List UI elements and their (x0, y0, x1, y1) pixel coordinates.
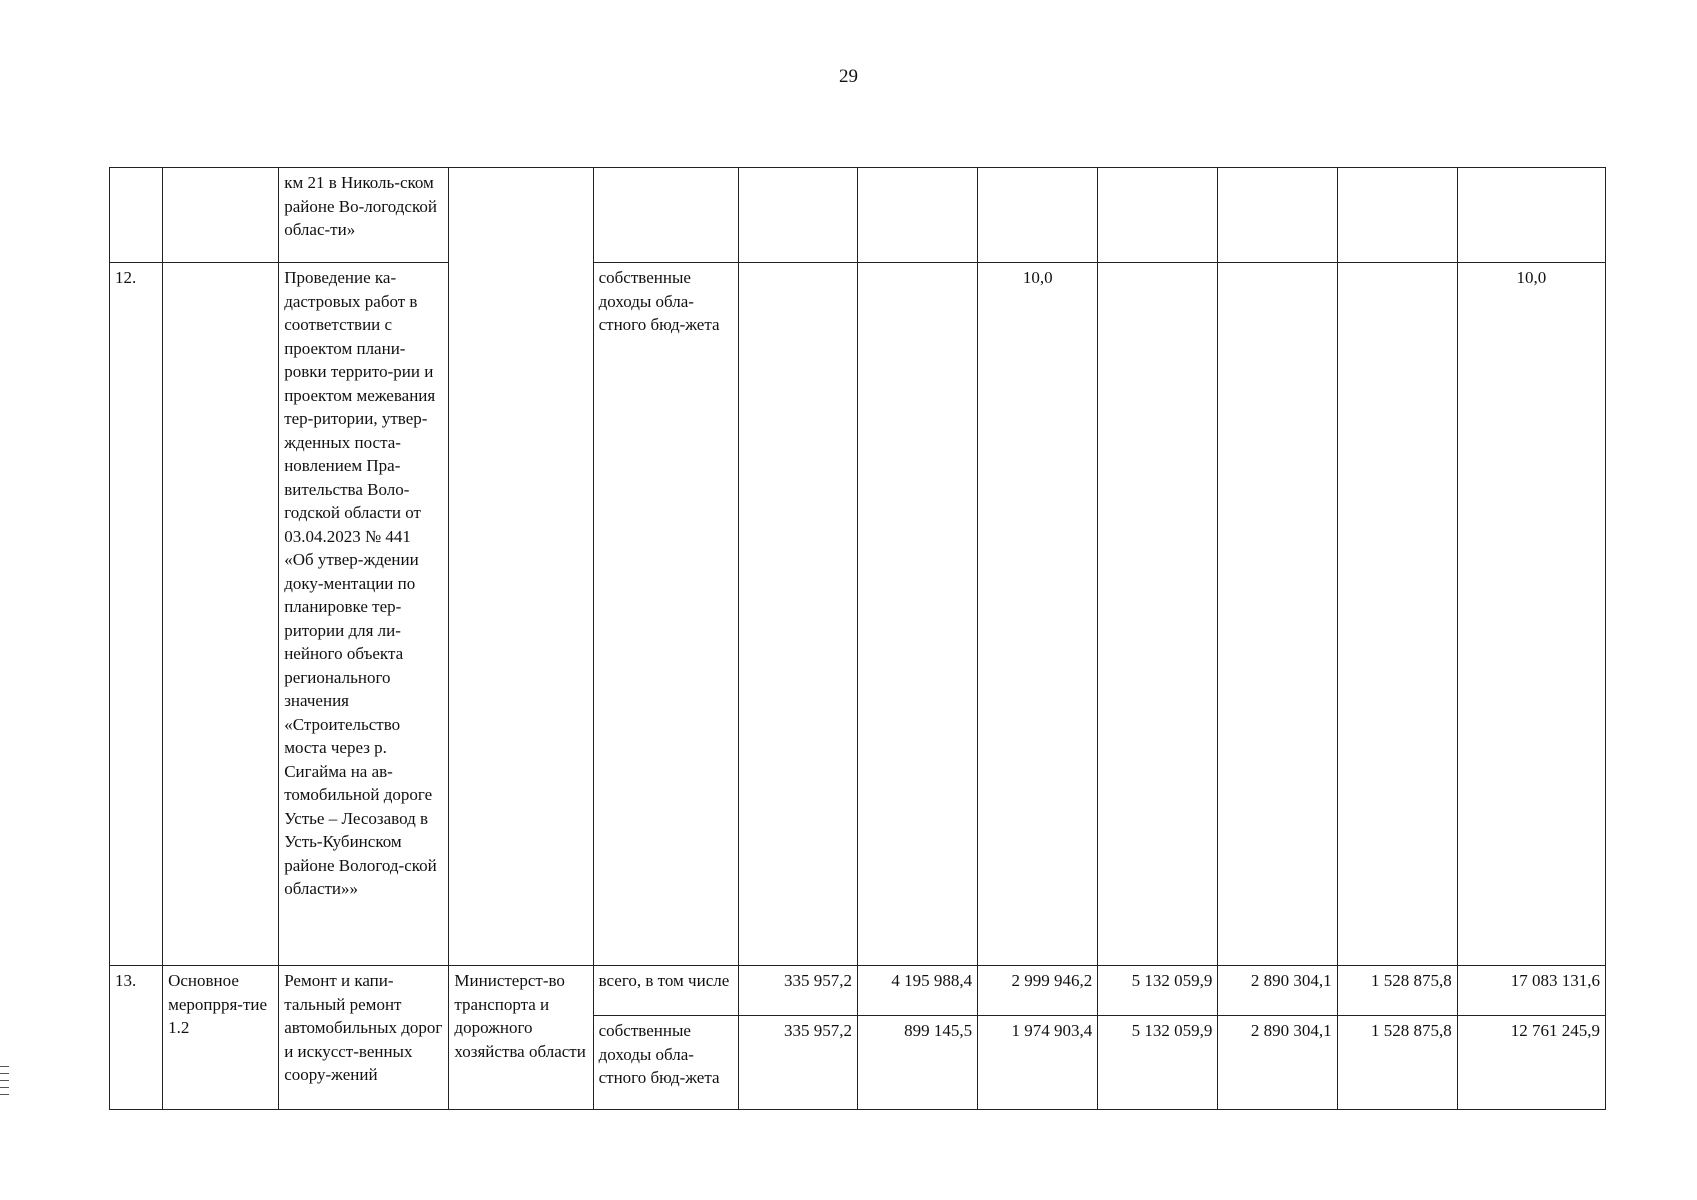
cell-year-6: 1 528 875,8 (1337, 1016, 1457, 1110)
cell-year-6 (1337, 263, 1457, 966)
margin-mark (0, 1087, 9, 1088)
cell-year-2: 899 145,5 (857, 1016, 977, 1110)
budget-table (109, 167, 1606, 1110)
margin-mark (0, 1080, 9, 1081)
cell-year-4: 5 132 059,9 (1098, 1016, 1218, 1110)
cell-year-5 (1218, 263, 1337, 966)
cell-source: собственные доходы обла-стного бюд-жета (593, 263, 738, 966)
margin-mark (0, 1073, 9, 1074)
cell-year-5 (1218, 168, 1337, 263)
cell-total: 12 761 245,9 (1457, 1016, 1605, 1110)
cell-year-5: 2 890 304,1 (1218, 966, 1337, 1016)
cell-year-4 (1098, 168, 1218, 263)
table-row-continuation (110, 168, 1606, 263)
cell-source: собственные доходы обла-стного бюд-жета (593, 1016, 738, 1110)
cell-year-3 (978, 168, 1098, 263)
cell-year-2 (857, 263, 977, 966)
cell-description: км 21 в Николь-ском районе Во-логодской облас-ти» (279, 168, 449, 263)
table-row-13a (110, 966, 1606, 1016)
cell-year-3: 2 999 946,2 (978, 966, 1098, 1016)
cell-year-4: 5 132 059,9 (1098, 966, 1218, 1016)
table-row-12 (110, 263, 1606, 966)
cell-year-6 (1337, 168, 1457, 263)
cell-year-3: 1 974 903,4 (978, 1016, 1098, 1110)
cell-num: 13. (110, 966, 163, 1110)
cell-year-1 (738, 263, 857, 966)
page-number: 29 (839, 66, 858, 87)
cell-total (1457, 168, 1605, 263)
cell-type (163, 263, 279, 966)
cell-year-6: 1 528 875,8 (1337, 966, 1457, 1016)
cell-year-2: 4 195 988,4 (857, 966, 977, 1016)
cell-year-1: 335 957,2 (738, 966, 857, 1016)
cell-year-5: 2 890 304,1 (1218, 1016, 1337, 1110)
margin-mark (0, 1066, 9, 1067)
cell-type (163, 168, 279, 263)
cell-executor (449, 168, 593, 966)
cell-description: Проведение ка-дастровых работ в соответствии с проектом плани-ровки террито-рии и проектом межевания тер-ритории, утвер-жденных поста-новлением Пра-вительства Воло-годской области от 03.04.2023 № 441 «Об утвер-ждении доку-ментации по планировке тер-ритории для ли-нейного объекта регионального значения «Строительство моста через р. Сигайма на ав-томобильной дороге Устье – Лесозавод в Усть-Кубинском районе Вологод-ской области»» (279, 263, 449, 966)
cell-num (110, 168, 163, 263)
cell-year-2 (857, 168, 977, 263)
cell-year-1 (738, 168, 857, 263)
cell-source: всего, в том числе (593, 966, 738, 1016)
cell-type: Основное меропрря-тие 1.2 (163, 966, 279, 1110)
cell-year-1: 335 957,2 (738, 1016, 857, 1110)
cell-total: 10,0 (1457, 263, 1605, 966)
cell-description: Ремонт и капи-тальный ремонт автомобильных дорог и искусст-венных соору-жений (279, 966, 449, 1110)
cell-total: 17 083 131,6 (1457, 966, 1605, 1016)
cell-year-3: 10,0 (978, 263, 1098, 966)
cell-num: 12. (110, 263, 163, 966)
margin-mark (0, 1094, 9, 1095)
cell-executor: Министерст-во транспорта и дорожного хозяйства области (449, 966, 593, 1110)
cell-year-4 (1098, 263, 1218, 966)
cell-source (593, 168, 738, 263)
